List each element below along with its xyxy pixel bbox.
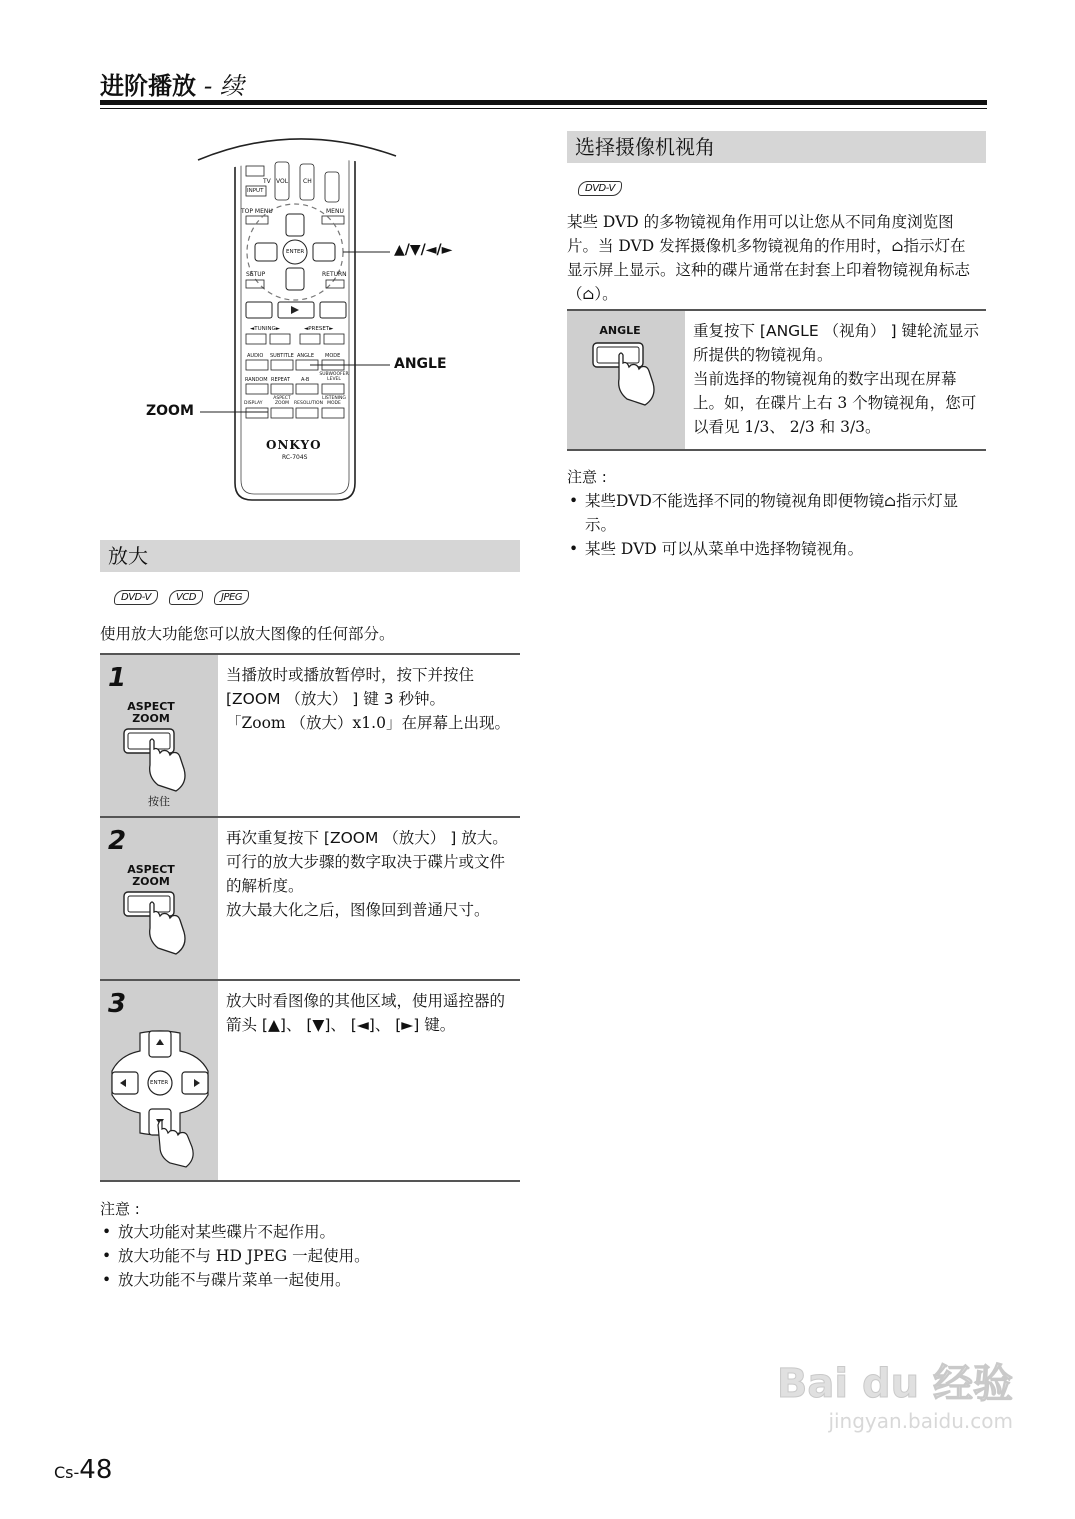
disc-dvd-icon: DVD-V xyxy=(578,181,622,196)
step-2-key-label-zoom: ZOOM xyxy=(132,875,170,888)
remote-label-preset: ◄PRESET► xyxy=(304,326,334,332)
remote-label-input: INPUT xyxy=(247,188,264,194)
remote-label-angle-small: ANGLE xyxy=(297,353,314,359)
angle-section-heading xyxy=(567,131,986,163)
remote-label-listening: LISTENING MODE xyxy=(322,396,346,406)
zoom-notes-list xyxy=(100,1220,520,1292)
zoom-notes-title: 注意 : xyxy=(100,1200,140,1218)
list-item: • 某些 DVD 可以从菜单中选择物镜视角。 xyxy=(567,537,987,561)
step-1-illustration-panel xyxy=(100,655,218,818)
watermark-logo: Bai du 经验 xyxy=(776,1361,1013,1407)
remote-label-enter: ENTER xyxy=(286,249,305,255)
remote-brand: ONKYO xyxy=(266,438,322,452)
disc-jpeg-icon: JPEG xyxy=(214,590,249,605)
step-3-number: 3 xyxy=(108,989,127,1019)
page-number xyxy=(54,1455,112,1485)
finger-press-icon xyxy=(587,339,667,409)
step-3-instruction: 放大时看图像的其他区域，使用遥控器的箭头 [▲]、 [▼]、 [◄]、 [►] 键。 xyxy=(226,992,506,1034)
zoom-step-3 xyxy=(100,979,520,1182)
angle-instruction: 重复按下 [ANGLE （视角） ] 键轮流显示所提供的物镜视角。 xyxy=(693,322,979,364)
step-2-number: 2 xyxy=(108,826,127,856)
watermark-url: jingyan.baidu.com xyxy=(828,1409,1013,1433)
zoom-disc-icons xyxy=(114,585,255,605)
step-3-illustration-panel xyxy=(100,981,218,1180)
angle-disc-icons xyxy=(578,176,628,196)
zoom-section-heading xyxy=(100,540,520,572)
step-2-text xyxy=(226,826,520,922)
zoom-step-2 xyxy=(100,816,520,981)
step-1-key-label-zoom: ZOOM xyxy=(132,712,170,725)
step-1-key-label-aspect: ASPECT xyxy=(127,700,175,713)
remote-label-subwoofer: SUBWOOFER LEVEL xyxy=(319,372,349,382)
step-2-illustration-panel xyxy=(100,818,218,981)
step-2-detail-1: 可行的放大步骤的数字取决于碟片或文件的解析度。 xyxy=(226,853,506,895)
angle-key-label: ANGLE xyxy=(599,324,641,337)
step-1-hold-label: 按住 xyxy=(148,795,170,808)
callout-arrow-keys: ▲/▼/◄/► xyxy=(394,242,453,258)
remote-label-audio: AUDIO xyxy=(247,353,264,359)
angle-notes-list xyxy=(567,489,987,561)
page-number-prefix: Cs- xyxy=(54,1463,80,1482)
angle-step-text xyxy=(693,319,985,439)
page-title-suffix: - 续 xyxy=(196,72,244,100)
zoom-intro: 使用放大功能您可以放大图像的任何部分。 xyxy=(100,625,395,643)
remote-label-ab: A-B xyxy=(301,377,310,383)
step-1-key-label xyxy=(120,701,182,725)
remote-label-random: RANDOM xyxy=(245,377,268,383)
baidu-watermark xyxy=(777,1352,1013,1433)
callout-zoom: ZOOM xyxy=(146,403,194,419)
remote-label-return: RETURN xyxy=(322,271,347,278)
list-item: • 放大功能不与碟片菜单一起使用。 xyxy=(100,1268,520,1292)
step-1-number: 1 xyxy=(108,663,127,693)
disc-dvd-icon: DVD-V xyxy=(114,590,158,605)
step-2-instruction: 再次重复按下 [ZOOM （放大） ] 放大。 xyxy=(226,829,508,847)
remote-label-menu: MENU xyxy=(326,208,344,215)
page-number-value: 48 xyxy=(79,1455,113,1485)
header-rule-thick xyxy=(100,100,987,105)
list-item: • 放大功能对某些碟片不起作用。 xyxy=(100,1220,520,1244)
dpad-press-icon xyxy=(104,1021,216,1171)
remote-label-vol: VOL xyxy=(276,178,289,185)
step-1-text xyxy=(226,663,520,735)
remote-label-tv: TV xyxy=(263,178,271,185)
finger-press-icon xyxy=(118,725,198,795)
disc-vcd-icon: VCD xyxy=(169,590,203,605)
dpad-enter-label: ENTER xyxy=(150,1080,169,1086)
step-1-instruction: 当播放时或播放暂停时，按下并按住 [ZOOM （放大） ] 键 3 秒钟。 xyxy=(226,666,475,708)
zoom-step-1 xyxy=(100,653,520,818)
angle-illustration-panel xyxy=(567,311,685,449)
step-2-key-label xyxy=(120,864,182,888)
remote-label-resolution: RESOLUTION xyxy=(294,401,323,406)
list-item: • 某些DVD不能选择不同的物镜视角即便物镜⌂指示灯显示。 xyxy=(567,489,987,537)
list-item: • 放大功能不与 HD JPEG 一起使用。 xyxy=(100,1244,520,1268)
remote-label-display: DISPLAY xyxy=(244,401,263,406)
angle-heading-text: 选择摄像机视角 xyxy=(575,135,715,159)
remote-label-setup: SETUP xyxy=(246,271,266,278)
step-3-text xyxy=(226,989,520,1037)
remote-illustration xyxy=(100,128,520,528)
angle-intro: 某些 DVD 的多物镜视角作用可以让您从不同角度浏览图片。当 DVD 发挥摄像机多物镜视角的作用时，⌂指示灯在显示屏上显示。这种的碟片通常在封套上印着物镜视角标志 （⌂）。 xyxy=(567,213,971,303)
remote-label-subtitle: SUBTITLE xyxy=(270,353,294,359)
remote-label-repeat: REPEAT xyxy=(271,377,290,383)
angle-detail: 当前选择的物镜视角的数字出现在屏幕上。如，在碟片上右 3 个物镜视角，您可以看见 1/3、 2/3 和 3/3。 xyxy=(693,370,977,436)
angle-step xyxy=(567,309,986,451)
remote-label-aspect-zoom: ASPECT ZOOM xyxy=(273,396,291,406)
remote-model: RC-704S xyxy=(282,454,308,461)
step-1-detail: 「Zoom （放大）x1.0」在屏幕上出现。 xyxy=(226,714,510,732)
angle-notes-title: 注意 : xyxy=(567,468,607,486)
header-rule-thin xyxy=(100,108,987,109)
step-2-detail-2: 放大最大化之后，图像回到普通尺寸。 xyxy=(226,901,490,919)
page-title xyxy=(100,66,244,101)
remote-label-mode: MODE xyxy=(325,353,341,359)
callout-angle: ANGLE xyxy=(394,356,447,372)
finger-press-icon xyxy=(118,888,198,958)
remote-label-top-menu: TOP MENU xyxy=(241,208,273,215)
page-title-main: 进阶播放 xyxy=(100,72,196,100)
zoom-heading-text: 放大 xyxy=(108,544,148,568)
step-2-key-label-aspect: ASPECT xyxy=(127,863,175,876)
remote-label-tuning: ◄TUNING► xyxy=(250,326,280,332)
remote-label-ch: CH xyxy=(303,178,312,185)
